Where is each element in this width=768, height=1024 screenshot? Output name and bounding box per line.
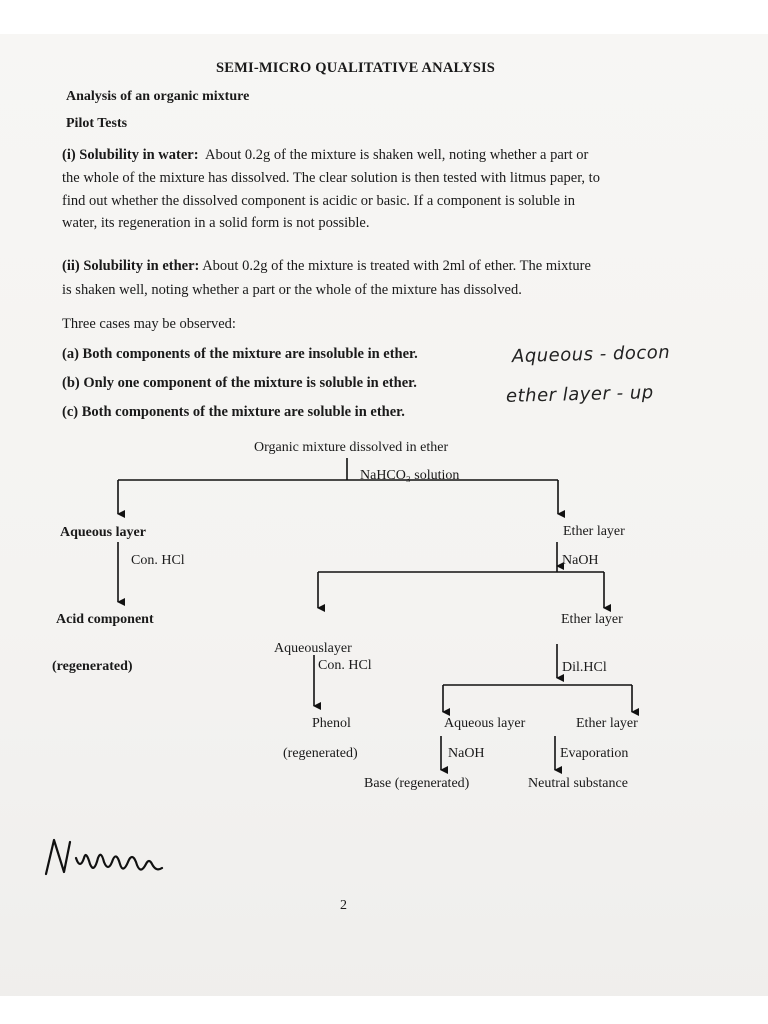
ether-label: (ii) Solubility in ether: <box>62 258 200 274</box>
case-b: (b) Only one component of the mixture is soluble in ether. <box>62 375 417 391</box>
flow-ether-layer-3: Ether layer <box>576 716 638 731</box>
flow-aqueous-layer-3: Aqueous layer <box>444 716 526 731</box>
handwritten-note-2: ether layer - up <box>505 382 654 407</box>
handwritten-signature <box>40 832 180 902</box>
cases-intro: Three cases may be observed: <box>62 316 236 332</box>
flow-ether-layer-2: Ether layer <box>561 612 623 627</box>
flow-aqueous-layer-1: Aqueous layer <box>60 525 146 540</box>
ether-line-2: is shaken well, noting whether a part or the whole of the mixture has dissolved. <box>62 282 522 298</box>
flow-phenol-regenerated: (regenerated) <box>283 746 358 761</box>
flow-conhcl-2: Con. HCl <box>318 658 372 673</box>
subtitle: Analysis of an organic mixture <box>66 89 250 104</box>
flow-conhcl-1: Con. HCl <box>131 553 185 568</box>
flow-acid-regenerated: (regenerated) <box>52 659 133 674</box>
case-c: (c) Both components of the mixture are soluble in ether. <box>62 404 405 420</box>
flow-base-regenerated: Base (regenerated) <box>364 776 470 791</box>
flow-root: Organic mixture dissolved in ether <box>254 440 449 455</box>
water-text-1: About 0.2g of the mixture is shaken well, noting whether a part or <box>205 147 589 163</box>
page-number: 2 <box>340 898 347 913</box>
flow-nahco3: NaHCO₃ solution <box>360 468 460 483</box>
flow-ether-layer-1: Ether layer <box>563 524 625 539</box>
flow-aqueous-layer-2: Aqueouslayer <box>274 641 352 656</box>
flow-neutral-substance: Neutral substance <box>528 776 628 791</box>
water-label: (i) Solubility in water: <box>62 147 199 163</box>
section-heading: Pilot Tests <box>66 116 128 131</box>
flow-acid-component: Acid component <box>56 612 154 627</box>
water-line-4: water, its regeneration in a solid form is not possible. <box>62 215 370 231</box>
flow-phenol: Phenol <box>312 716 351 731</box>
ether-text-1: About 0.2g of the mixture is treated with 2ml of ether. The mixture <box>202 258 591 274</box>
document-title: SEMI-MICRO QUALITATIVE ANALYSIS <box>216 60 496 76</box>
flow-evaporation: Evaporation <box>560 746 629 761</box>
flow-naoh-1: NaOH <box>562 553 599 568</box>
flow-dil-hcl: Dil.HCl <box>562 660 607 675</box>
case-a: (a) Both components of the mixture are insoluble in ether. <box>62 346 418 362</box>
water-line-3: find out whether the dissolved component is acidic or basic. If a component is soluble in <box>62 193 576 209</box>
flow-naoh-2: NaOH <box>448 746 485 761</box>
handwritten-note-1: Aqueous - docon <box>511 341 671 368</box>
water-line-2: the whole of the mixture has dissolved. The clear solution is then tested with litmus paper, to <box>62 170 600 186</box>
